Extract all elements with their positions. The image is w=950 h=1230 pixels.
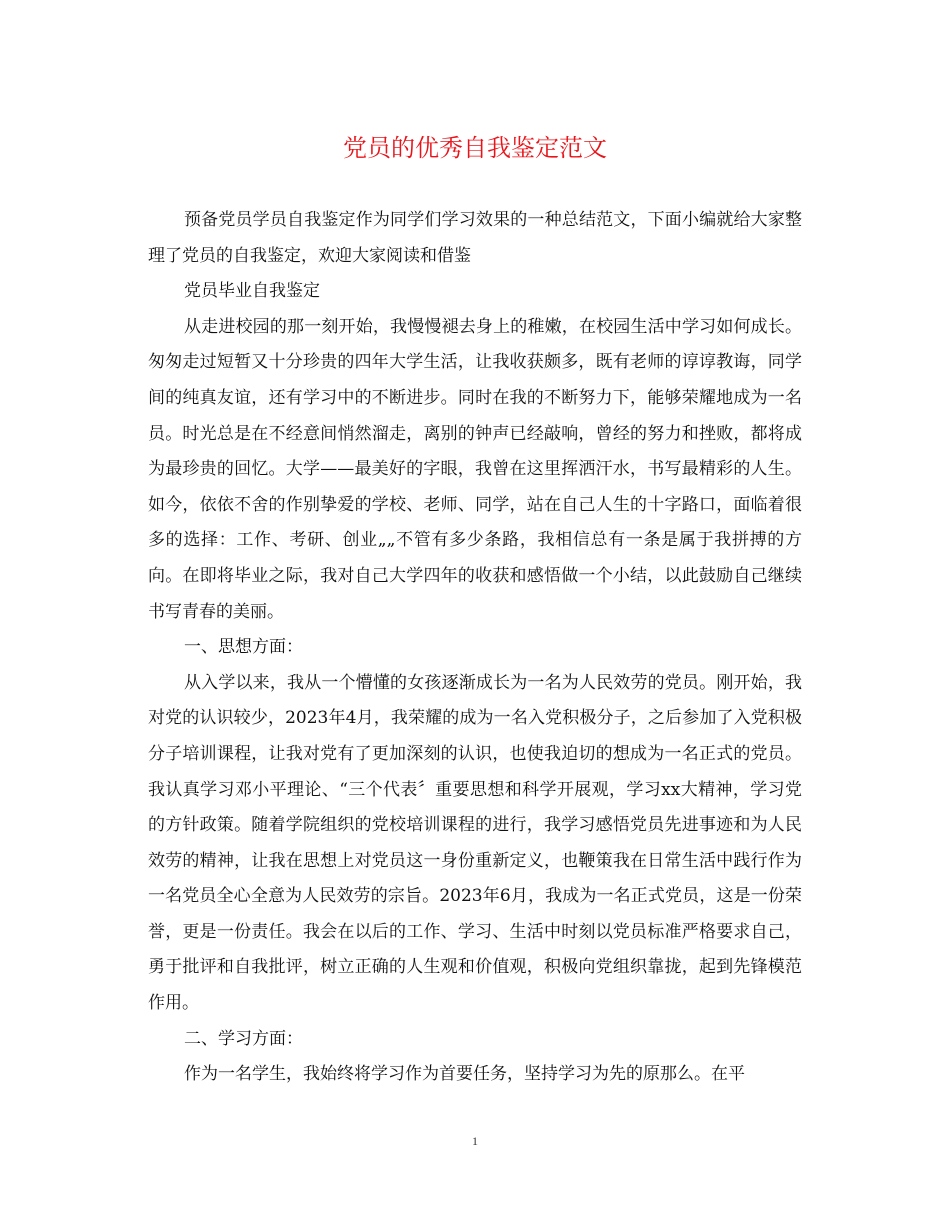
section-heading: 党员毕业自我鉴定 — [184, 281, 320, 302]
body-paragraph: 从走进校园的那一刻开始，我慢慢褪去身上的稚嫩，在校园生活中学习如何成长。匆匆走过短暂又十分珍贵的四年大学生活，让我收获颇多，既有老师的谆谆教诲，同学间的纯真友谊，还有学习中的不断进步。同时在我的不断努力下，能够荣耀地成为一名员。时光总是在不经意间悄然溜走，离别的钟声已经敲响，曾经的努力和挫败，都将成为最珍贵的回忆。大学——最美好的字眼，我曾在这里挥洒汗水，书写最精彩的人生。如今，依依不舍的作别挚爱的学校、老师、同学，站在自己人生的十字路口，面临着很多的选择：工作、考研、创业„„不管有多少条路，我相信总有一条是属于我拼搏的方向。在即将毕业之际，我对自己大学四年的收获和感悟做一个小结，以此鼓励自己继续书写青春的美丽。 — [148, 316, 802, 622]
intro-paragraph: 预备党员学员自我鉴定作为同学们学习效果的一种总结范文，下面小编就给大家整理了党员的自我鉴定，欢迎大家阅读和借鉴 — [148, 210, 802, 266]
body-paragraph: 作为一名学生，我始终将学习作为首要任务，坚持学习为先的原那么。在平 — [184, 1064, 745, 1085]
section-heading: 一、思想方面： — [184, 637, 303, 658]
page-number: 1 — [472, 1134, 478, 1148]
document-title: 党员的优秀自我鉴定范文 — [343, 134, 607, 162]
section-heading: 二、学习方面： — [184, 1028, 303, 1049]
document-body — [148, 203, 802, 1093]
body-paragraph: 从入学以来，我从一个懵懂的女孩逐渐成长为一名为人民效劳的党员。刚开始，我对党的认识较少，2023年4月，我荣耀的成为一名入党积极分子，之后参加了入党积极分子培训课程，让我对党有了更加深刻的认识，也使我迫切的想成为一名正式的党员。我认真学习邓小平理论、“三个代表〞重要思想和科学开展观，学习xx大精神，学习党的方针政策。随着学院组织的党校培训课程的进行，我学习感悟党员先进事迹和为人民效劳的精神，让我在思想上对党员这一身份重新定义，也鞭策我在日常生活中践行作为一名党员全心全意为人民效劳的宗旨。2023年6月，我成为一名正式党员，这是一份荣誉，更是一份责任。我会在以后的工作、学习、生活中时刻以党员标准严格要求自己，勇于批评和自我批评，树立正确的人生观和价值观，积极向党组织靠拢，起到先锋模范作用。 — [148, 672, 802, 1014]
